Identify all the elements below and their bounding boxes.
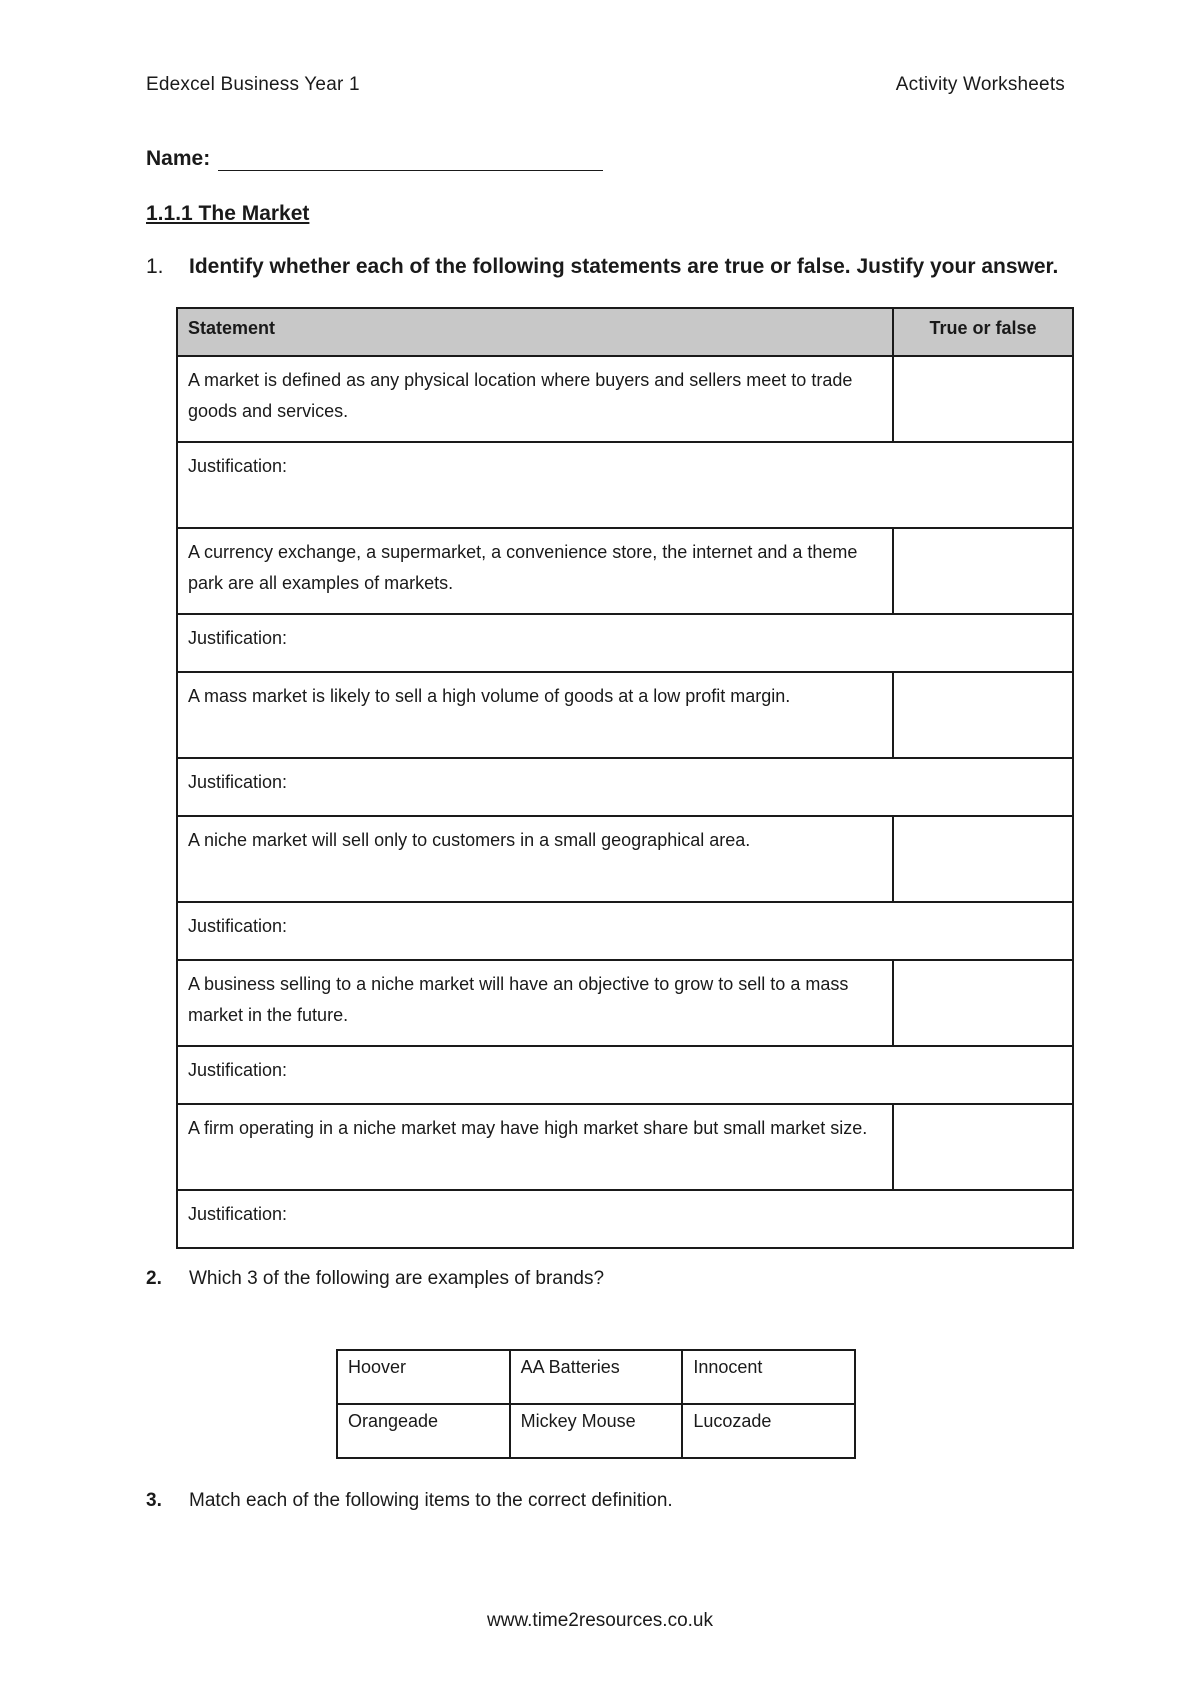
header-worksheets: Activity Worksheets <box>895 74 1065 95</box>
true-false-answer-cell[interactable] <box>893 528 1073 614</box>
footer-url: www.time2resources.co.uk <box>487 1610 713 1631</box>
justification-cell[interactable]: Justification: <box>177 1190 1073 1248</box>
question-number: 1. <box>146 255 164 278</box>
brands-table <box>336 1349 856 1459</box>
justification-cell[interactable]: Justification: <box>177 442 1073 528</box>
brand-row <box>337 1350 855 1404</box>
name-input-line[interactable] <box>218 148 603 171</box>
section-title: 1.1.1 The Market <box>146 202 310 225</box>
justification-cell[interactable]: Justification: <box>177 902 1073 960</box>
statement-text: A business selling to a niche market will have an objective to grow to sell to a mass market in the future. <box>177 960 893 1046</box>
question-text: Identify whether each of the following statements are true or false. Justify your answer. <box>189 255 1059 278</box>
true-false-answer-cell[interactable] <box>893 356 1073 442</box>
statement-row <box>177 816 1073 902</box>
question-1 <box>146 255 1058 279</box>
statement-text: A currency exchange, a supermarket, a convenience store, the internet and a theme park are all examples of markets. <box>177 528 893 614</box>
justification-row <box>177 1046 1073 1104</box>
true-false-answer-cell[interactable] <box>893 960 1073 1046</box>
brand-option[interactable]: Orangeade <box>337 1404 510 1458</box>
question-number: 2. <box>146 1268 162 1289</box>
statement-text: A market is defined as any physical location where buyers and sellers meet to trade goods and services. <box>177 356 893 442</box>
statement-row <box>177 356 1073 442</box>
statement-row <box>177 1104 1073 1190</box>
true-false-answer-cell[interactable] <box>893 672 1073 758</box>
justification-cell[interactable]: Justification: <box>177 614 1073 672</box>
justification-row <box>177 902 1073 960</box>
true-false-answer-cell[interactable] <box>893 816 1073 902</box>
question-text: Which 3 of the following are examples of brands? <box>189 1268 605 1289</box>
true-false-header: True or false <box>893 308 1073 356</box>
statement-row <box>177 528 1073 614</box>
justification-cell[interactable]: Justification: <box>177 758 1073 816</box>
justification-row <box>177 614 1073 672</box>
header-course: Edexcel Business Year 1 <box>146 74 360 95</box>
true-false-answer-cell[interactable] <box>893 1104 1073 1190</box>
statement-row <box>177 960 1073 1046</box>
brand-option[interactable]: Innocent <box>682 1350 855 1404</box>
brand-option[interactable]: Lucozade <box>682 1404 855 1458</box>
statement-text: A firm operating in a niche market may have high market share but small market size. <box>177 1104 893 1190</box>
question-text: Match each of the following items to the correct definition. <box>189 1490 673 1511</box>
brand-option[interactable]: Hoover <box>337 1350 510 1404</box>
justification-cell[interactable]: Justification: <box>177 1046 1073 1104</box>
question-2 <box>146 1268 604 1290</box>
justification-row <box>177 442 1073 528</box>
statement-text: A niche market will sell only to customers in a small geographical area. <box>177 816 893 902</box>
question-number: 3. <box>146 1490 162 1511</box>
justification-row <box>177 758 1073 816</box>
statement-header: Statement <box>177 308 893 356</box>
name-label: Name: <box>146 147 211 170</box>
brand-row <box>337 1404 855 1458</box>
table-header-row <box>177 308 1073 356</box>
question-3 <box>146 1490 673 1512</box>
brand-option[interactable]: Mickey Mouse <box>510 1404 683 1458</box>
justification-row <box>177 1190 1073 1248</box>
true-false-table <box>176 307 1074 1249</box>
statement-text: A mass market is likely to sell a high volume of goods at a low profit margin. <box>177 672 893 758</box>
brand-option[interactable]: AA Batteries <box>510 1350 683 1404</box>
statement-row <box>177 672 1073 758</box>
name-row <box>146 147 603 171</box>
